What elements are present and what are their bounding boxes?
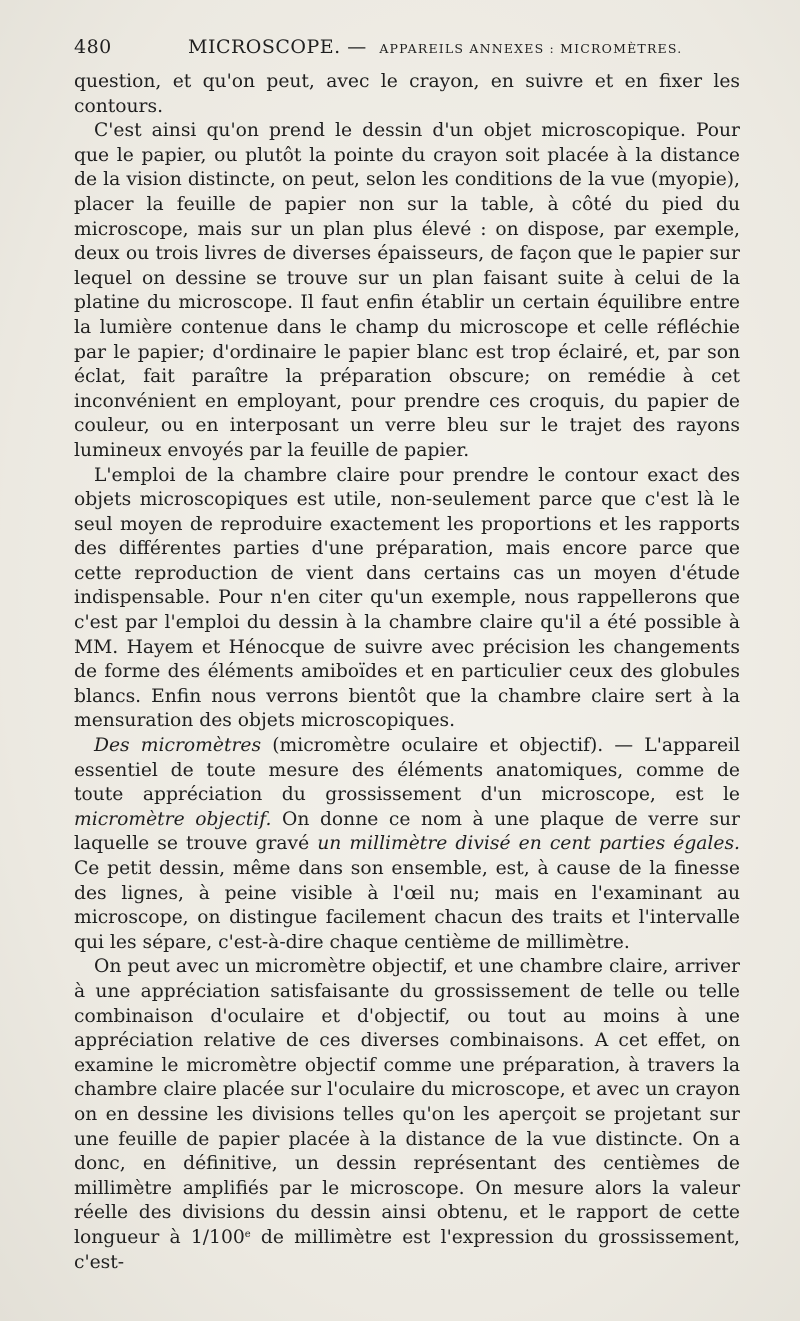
running-title-sub: APPAREILS ANNEXES : MICROMÈTRES. bbox=[379, 41, 683, 56]
running-title-separator: — bbox=[347, 36, 367, 58]
paragraph-continued: question, et qu'on peut, avec le crayon, en suivre et en fixer les contours. bbox=[74, 71, 740, 117]
term-millimetre-divise: un millimètre divisé en cent parties égales. bbox=[317, 833, 740, 855]
paragraph-chambre-claire: L'emploi de la chambre claire pour prendre le contour exact des objets microscopiques est utile, non-seulement parce que c'est là le seul moyen de reproduire exactement les proportions et les rapports des différentes parties d'une préparation, mais encore parce que cette reproduction de vient dans certains cas un moyen d'étude indispensable. Pour n'en citer qu'un exemple, nous rappellerons que c'est par l'emploi du dessin à la chambre claire qu'il a été possible à MM. Hayem et Hénocque de suivre avec précision les changements de forme des éléments amiboïdes et en particulier ceux des globules blancs. Enfin nous verrons bientôt que la chambre claire sert à la mensuration des objets microscopiques. bbox=[74, 464, 740, 732]
page-number: 480 bbox=[74, 36, 112, 58]
running-title bbox=[188, 36, 682, 58]
section-title: Des micromètres bbox=[94, 735, 262, 757]
page-header bbox=[74, 36, 740, 70]
paragraph-micrometres: Des micromètres (micromètre oculaire et objectif). — L'appareil essentiel de toute mesure des éléments anatomiques, comme de toute appréciation du grossissement d'un microscope, est le micromètre objectif. On donne ce nom à une plaque de verre sur laquelle se trouve gravé un millimètre divisé en cent parties égales. Ce petit dessin, même dans son ensemble, est, à cause de la finesse des lignes, à peine visible à l'œil nu; mais en l'examinant au microscope, on distingue facilement chacun des traits et l'intervalle qui les sépare, c'est-à-dire chaque centième de millimètre. bbox=[74, 735, 740, 953]
fraction-value: 1/100 bbox=[190, 1226, 245, 1248]
paragraph-drawing: C'est ainsi qu'on prend le dessin d'un objet microscopique. Pour que le papier, ou plutôt la pointe du crayon soit placée à la distance de la vision distincte, on peut, selon les conditions de la vue (myopie), placer la feuille de papier non sur la table, à côté du pied du microscope, mais sur un plan plus élevé : on dispose, par exemple, deux ou trois livres de diverses épaisseurs, de façon que le papier sur lequel on dessine se trouve sur un plan faisant suite à celui de la platine du microscope. Il faut enfin établir un certain équilibre entre la lumière contenue dans le champ du microscope et celle réfléchie par le papier; d'ordinaire le papier blanc est trop éclairé, et, par son éclat, fait paraître la préparation obscure; on remédie à cet inconvénient en employant, pour prendre ces croquis, du papier de couleur, ou en interposant un verre bleu sur le trajet des rayons lumineux envoyés par la feuille de papier. bbox=[74, 120, 740, 461]
term-micrometre-objectif: micromètre objectif. bbox=[74, 808, 272, 830]
fraction-superscript: e bbox=[244, 1228, 251, 1240]
running-title-main: MICROSCOPE. bbox=[188, 36, 341, 58]
body-text bbox=[74, 70, 740, 1275]
paragraph-grossissement: On peut avec un micromètre objectif, et une chambre claire, arriver à une appréciation satisfaisante du grossissement de telle ou telle combinaison d'oculaire et d'objectif, ou tout au moins à une appréciation relative de ces diverses combinaisons. A cet effet, on examine le micromètre objectif comme une préparation, à travers la chambre claire placée sur l'oculaire du microscope, et avec un crayon on en dessine les divisions telles qu'on les aperçoit se projetant sur une feuille de papier placée à la distance de la vue distincte. On a donc, en définitive, un dessin représentant des centièmes de millimètre amplifiés par le microscope. On mesure alors la valeur réelle des divisions du dessin ainsi obtenu, et le rapport de cette longueur à 1/100e de millimètre est l'expression du grossissement, c'est- bbox=[74, 956, 740, 1273]
